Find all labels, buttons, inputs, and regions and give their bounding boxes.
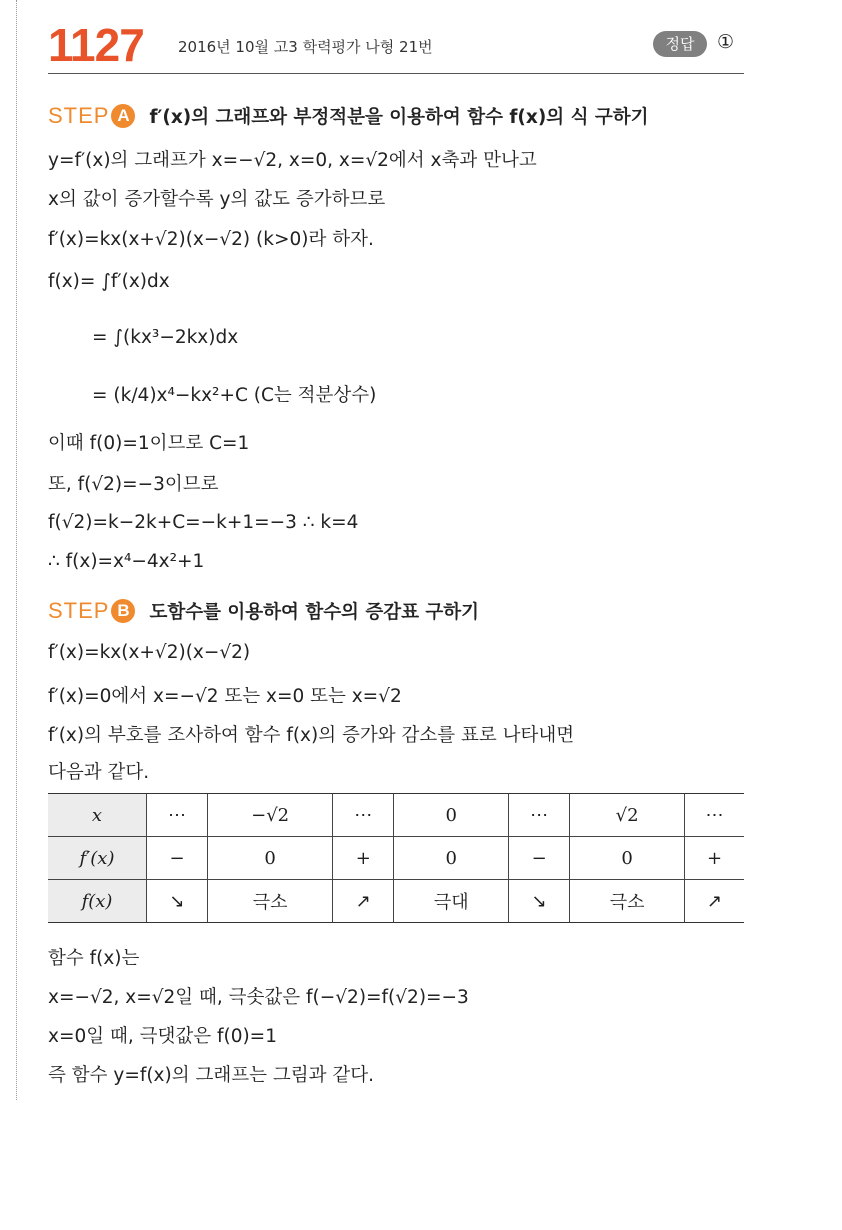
table-cell: 0 bbox=[394, 837, 509, 880]
table-cell: ⋯ bbox=[509, 794, 570, 837]
step-b-letter: B bbox=[111, 599, 135, 623]
solution-line: 이때 f(0)=1이므로 C=1 bbox=[48, 433, 250, 454]
solution-line: f′(x)=0에서 x=−√2 또는 x=0 또는 x=√2 bbox=[48, 686, 402, 707]
table-cell: 극소 bbox=[208, 880, 333, 923]
table-cell: f′(x) bbox=[48, 837, 147, 880]
solution-line: y=f′(x)의 그래프가 x=−√2, x=0, x=√2에서 x축과 만나고 bbox=[48, 150, 537, 171]
table-cell: 0 bbox=[394, 794, 509, 837]
table-cell: ⋯ bbox=[333, 794, 394, 837]
solution-line: 함수 f(x)는 bbox=[48, 948, 140, 969]
table-cell: + bbox=[333, 837, 394, 880]
table-cell: ↗ bbox=[333, 880, 394, 923]
increase-decrease-table bbox=[48, 793, 744, 923]
solution-line: x=0일 때, 극댓값은 f(0)=1 bbox=[48, 1026, 277, 1047]
margin-dotted-line bbox=[16, 0, 17, 1100]
table-row bbox=[48, 837, 744, 880]
step-b-title: 도함수를 이용하여 함수의 증감표 구하기 bbox=[149, 602, 480, 623]
solution-line: 또, f(√2)=−3이므로 bbox=[48, 474, 219, 495]
solution-line: 즉 함수 y=f(x)의 그래프는 그림과 같다. bbox=[48, 1065, 374, 1086]
table-cell: − bbox=[147, 837, 208, 880]
solution-line: f′(x)=kx(x+√2)(x−√2) (k>0)라 하자. bbox=[48, 229, 374, 250]
solution-line: x의 값이 증가할수록 y의 값도 증가하므로 bbox=[48, 189, 386, 210]
table-cell: x bbox=[48, 794, 147, 837]
step-a-letter: A bbox=[111, 104, 135, 128]
table-cell: 극소 bbox=[570, 880, 685, 923]
answer-badge: 정답 bbox=[653, 31, 707, 57]
table-cell: ⋯ bbox=[685, 794, 744, 837]
table-cell: ⋯ bbox=[147, 794, 208, 837]
step-a-heading bbox=[48, 103, 649, 129]
solution-line: 다음과 같다. bbox=[48, 762, 150, 783]
table-cell: − bbox=[509, 837, 570, 880]
answer-value: ① bbox=[717, 31, 735, 53]
table-cell: ↘ bbox=[509, 880, 570, 923]
solution-line: = ∫(kx³−2kx)dx bbox=[92, 327, 239, 348]
table-cell: ↘ bbox=[147, 880, 208, 923]
solution-line: x=−√2, x=√2일 때, 극솟값은 f(−√2)=f(√2)=−3 bbox=[48, 987, 469, 1008]
table-cell: f(x) bbox=[48, 880, 147, 923]
problem-source: 2016년 10월 고3 학력평가 나형 21번 bbox=[178, 38, 433, 56]
step-a-title: f′(x)의 그래프와 부정적분을 이용하여 함수 f(x)의 식 구하기 bbox=[149, 107, 649, 128]
header-divider bbox=[48, 73, 744, 74]
table-cell: 0 bbox=[208, 837, 333, 880]
step-b-heading bbox=[48, 598, 479, 624]
solution-line: = (k/4)x⁴−kx²+C (C는 적분상수) bbox=[92, 385, 377, 406]
table-cell: 0 bbox=[570, 837, 685, 880]
table-cell: −√2 bbox=[208, 794, 333, 837]
solution-line: ∴ f(x)=x⁴−4x²+1 bbox=[48, 551, 205, 572]
problem-number: 1127 bbox=[48, 19, 144, 71]
table-row bbox=[48, 880, 744, 923]
table-row bbox=[48, 794, 744, 837]
table-cell: ↗ bbox=[685, 880, 744, 923]
table-cell: √2 bbox=[570, 794, 685, 837]
table-cell: + bbox=[685, 837, 744, 880]
table-cell: 극대 bbox=[394, 880, 509, 923]
step-b-word: STEP bbox=[48, 598, 110, 623]
solution-line: f′(x)=kx(x+√2)(x−√2) bbox=[48, 642, 251, 663]
step-a-word: STEP bbox=[48, 103, 110, 128]
solution-line: f(√2)=k−2k+C=−k+1=−3 ∴ k=4 bbox=[48, 512, 359, 533]
solution-line: f′(x)의 부호를 조사하여 함수 f(x)의 증가와 감소를 표로 나타내면 bbox=[48, 725, 575, 746]
solution-line: f(x)= ∫f′(x)dx bbox=[48, 271, 170, 292]
